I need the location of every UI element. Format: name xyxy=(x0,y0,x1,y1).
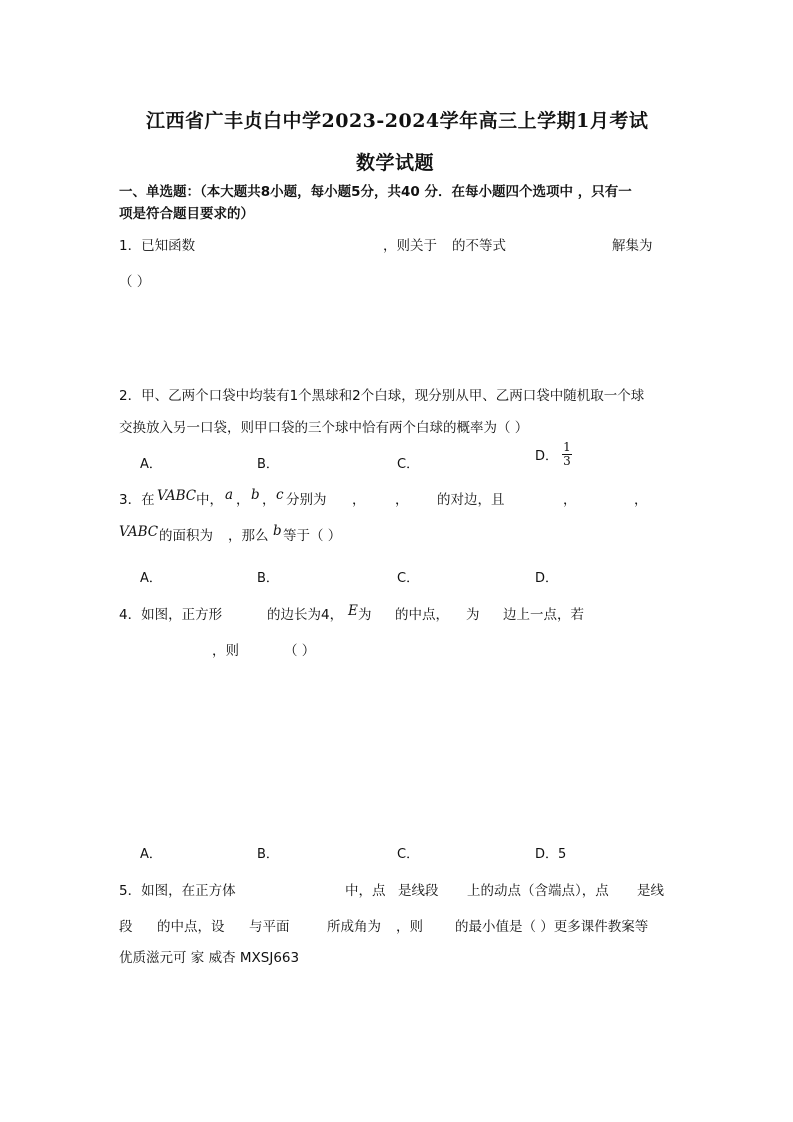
q2-option-b: B． xyxy=(257,457,279,472)
q5-text-l2f: 的最小值是（ ）更多课件教案等 xyxy=(455,919,649,935)
q5-text-part2: 中，点 xyxy=(345,883,386,899)
section-heading-line1: 一、单选题：（本大题共8小题，每小题5分，共40 分．在每小题四个选项中 ，只有一 xyxy=(119,184,632,200)
q2-option-d-fraction xyxy=(562,441,572,468)
q3-text-respectively: 分别为 xyxy=(286,492,327,508)
page-subtitle: 数学试题 xyxy=(356,152,435,174)
page-title: 江西省广丰贞白中学2023-2024学年高三上学期1月考试 xyxy=(146,110,649,132)
q3-option-a: A． xyxy=(140,571,162,586)
q5-text-l2c: 与平面 xyxy=(249,919,290,935)
q5-text-l2b: 的中点，设 xyxy=(157,919,225,935)
q3-option-b: B． xyxy=(257,571,279,586)
q3-text-then: ，那么 xyxy=(228,528,269,544)
q4-option-b: B． xyxy=(257,847,279,862)
q3-comma1: ， xyxy=(352,492,366,508)
q5-text-part3: 是线段 xyxy=(398,883,439,899)
q5-text-l2e: ，则 xyxy=(396,919,423,935)
q3-comma2: ， xyxy=(395,492,409,508)
q1-text-part1: 1．已知函数 xyxy=(119,238,196,254)
q3-text-area: 的面积为 xyxy=(159,528,213,544)
q5-text-part5: 是线 xyxy=(637,883,664,899)
q4-option-a: A． xyxy=(140,847,162,862)
q3-comma3: ， xyxy=(563,492,577,508)
fraction-denominator: 3 xyxy=(563,454,571,468)
q5-text-l3: 优质滋元可 家 威杏 MXSJ663 xyxy=(119,950,300,966)
q1-text-part4: 解集为 xyxy=(612,238,653,254)
q5-text-part1: 5．如图，在正方体 xyxy=(119,883,236,899)
q2-option-c: C． xyxy=(397,457,420,472)
q2-option-d xyxy=(535,441,572,468)
q4-text-part3: 为 xyxy=(358,607,372,623)
q3-var-b: b xyxy=(251,487,260,503)
q4-var-e: E xyxy=(348,603,358,619)
q5-text-l2a: 段 xyxy=(119,919,133,935)
q1-text-part2: ，则关于 xyxy=(383,238,437,254)
q4-option-c: C． xyxy=(397,847,420,862)
q2-text-line1: 2．甲、乙两个口袋中均装有1个黑球和2个白球，现分别从甲、乙两口袋中随机取一个球 xyxy=(119,388,645,404)
q3-var-a: a xyxy=(225,487,234,503)
q3-option-c: C． xyxy=(397,571,420,586)
q5-text-l2d: 所成角为 xyxy=(327,919,381,935)
q3-number: 3．在 xyxy=(119,492,155,508)
q2-text-line2: 交换放入另一口袋，则甲口袋的三个球中恰有两个白球的概率为（ ） xyxy=(119,420,529,436)
q3-triangle: VABC xyxy=(157,488,197,504)
q4-text-part1: 4．如图，正方形 xyxy=(119,607,223,623)
q4-text-part2: 的边长为4， xyxy=(267,607,344,623)
q3-text-in: 中， xyxy=(196,492,223,508)
q4-option-d: D．5 xyxy=(535,847,567,862)
q4-text-then: ，则 xyxy=(212,643,239,659)
q3-triangle-2: VABC xyxy=(119,524,159,540)
section-heading-line2: 项是符合题目要求的） xyxy=(119,206,254,222)
q3-sep1: ， xyxy=(236,492,250,508)
q3-text-opposite: 的对边，且 xyxy=(437,492,505,508)
q4-text-part5: 为 xyxy=(466,607,480,623)
q2-option-d-label: D． xyxy=(535,449,559,464)
q3-var-c: c xyxy=(276,487,284,503)
q3-option-d: D． xyxy=(535,571,559,586)
q3-text-equals: 等于（ ） xyxy=(283,528,342,544)
q3-var-b-2: b xyxy=(273,523,282,539)
fraction-numerator: 1 xyxy=(563,440,571,454)
q4-answer-paren: （ ） xyxy=(284,643,316,659)
q3-sep2: ， xyxy=(262,492,276,508)
q1-text-part3: 的不等式 xyxy=(452,238,506,254)
q4-text-part6: 边上一点，若 xyxy=(503,607,584,623)
q1-answer-paren: （ ） xyxy=(119,274,151,290)
q4-text-part4: 的中点， xyxy=(395,607,449,623)
q3-comma4: ， xyxy=(634,492,648,508)
q5-text-part4: 上的动点（含端点），点 xyxy=(467,883,609,899)
q2-option-a: A． xyxy=(140,457,162,472)
